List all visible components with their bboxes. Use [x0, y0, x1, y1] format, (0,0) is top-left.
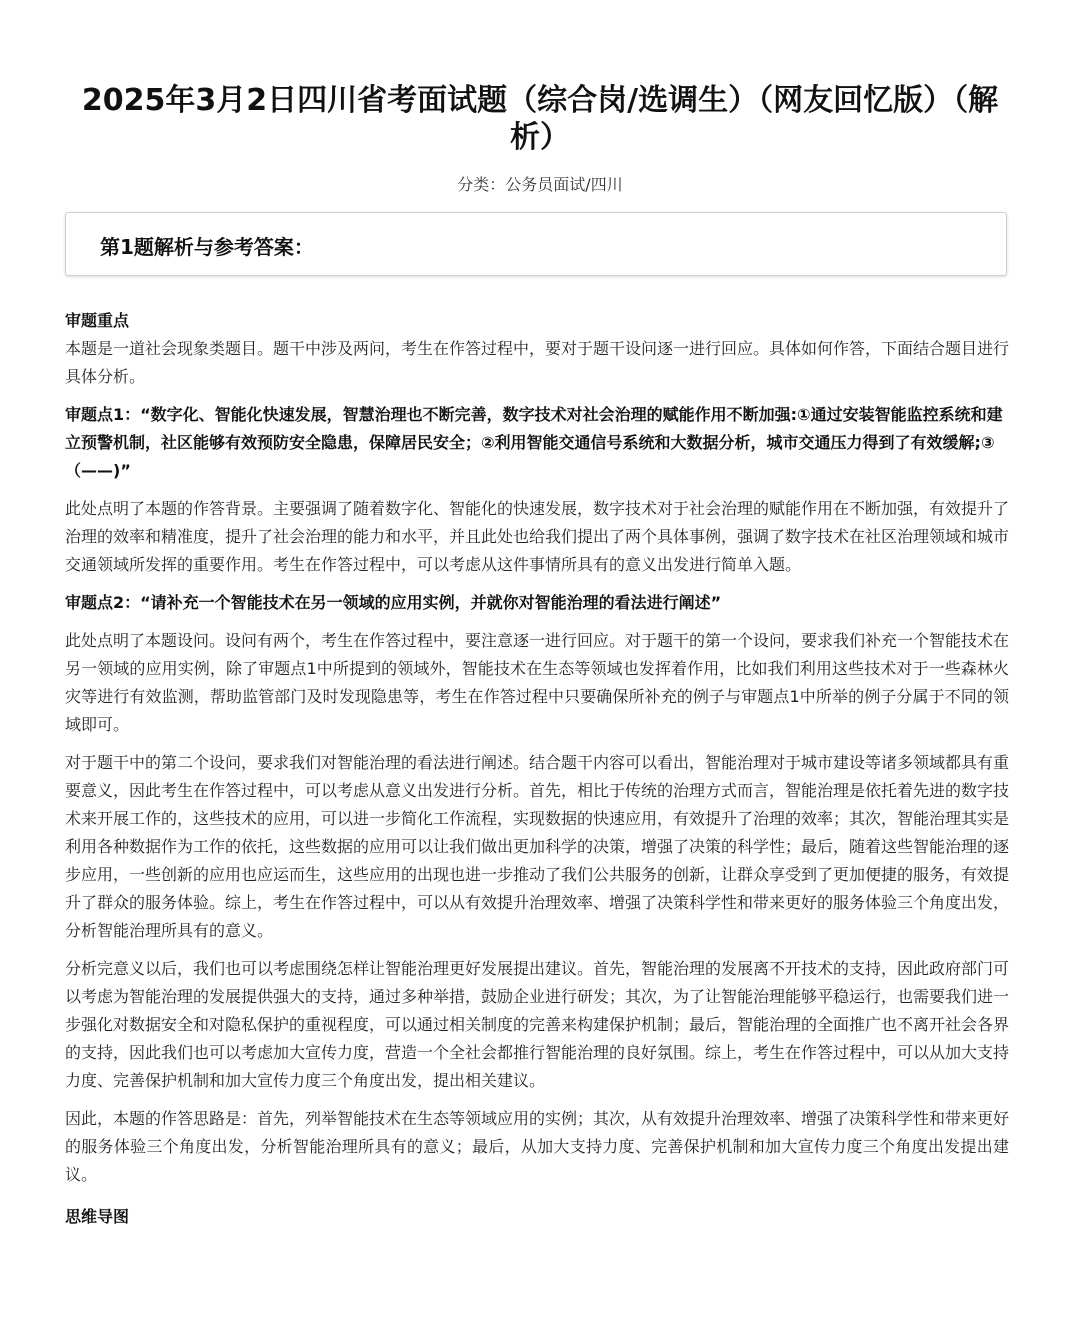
review-point-1: 审题点1：“数字化、智能化快速发展，智慧治理也不断完善，数字技术对社会治理的赋能作用不断加强:①通过安装智能监控系统和建立预警机制，社区能够有效预防安全隐患，保障居民安全；②利用智能交通信号系统和大数据分析，城市交通压力得到了有效缓解;③（——)”	[65, 405, 1003, 480]
paragraph-background: 此处点明了本题的作答背景。主要强调了随着数字化、智能化的快速发展，数字技术对于社会治理的赋能作用在不断加强，有效提升了治理的效率和精准度，提升了社会治理的能力和水平，并且此处也给我们提出了两个具体事例，强调了数字技术在社区治理领域和城市交通领域所发挥的重要作用。考生在作答过程中，可以考虑从这件事情所具有的意义出发进行简单入题。	[65, 499, 1010, 574]
article-body	[65, 307, 1009, 1231]
paragraph-answer-approach: 因此，本题的作答思路是：首先，列举智能技术在生态等领域应用的实例；其次，从有效提升治理效率、增强了决策科学性和带来更好的服务体验三个角度出发，分析智能治理所具有的意义；最后，从加大支持力度、完善保护机制和加大宣传力度三个角度出发提出建议。	[65, 1109, 1010, 1184]
heading-focus: 审题重点	[65, 311, 130, 330]
page-title: 2025年3月2日四川省考面试题（综合岗/选调生）（网友回忆版）（解析）	[81, 83, 999, 155]
heading-mindmap: 思维导图	[65, 1207, 130, 1226]
category-label: 分类：公务员面试/四川	[457, 175, 623, 194]
review-point-2: 审题点2：“请补充一个智能技术在另一领域的应用实例，并就你对智能治理的看法进行阐述”	[65, 593, 722, 612]
paragraph-question-analysis: 此处点明了本题设问。设问有两个，考生在作答过程中，要注意逐一进行回应。对于题干的第一个设问，要求我们补充一个智能技术在另一领域的应用实例，除了审题点1中所提到的领域外，智能技术在生态等领域也发挥着作用，比如我们利用这些技术对于一些森林火灾等进行有效监测，帮助监管部门及时发现隐患等，考生在作答过程中只要确保所补充的例子与审题点1中所举的例子分属于不同的领域即可。	[65, 631, 1010, 734]
question-header-box	[65, 212, 1007, 276]
paragraph-suggestions: 分析完意义以后，我们也可以考虑围绕怎样让智能治理更好发展提出建议。首先，智能治理的发展离不开技术的支持，因此政府部门可以考虑为智能治理的发展提供强大的支持，通过多种举措，鼓励企业进行研发；其次，为了让智能治理能够平稳运行，也需要我们进一步强化对数据安全和对隐私保护的重视程度，可以通过相关制度的完善来构建保护机制；最后，智能治理的全面推广也不离开社会各界的支持，因此我们也可以考虑加大宣传力度，营造一个全社会都推行智能治理的良好氛围。综上，考生在作答过程中，可以从加大支持力度、完善保护机制和加大宣传力度三个角度出发，提出相关建议。	[65, 959, 1010, 1090]
paragraph-significance: 对于题干中的第二个设问，要求我们对智能治理的看法进行阐述。结合题干内容可以看出，智能治理对于城市建设等诸多领域都具有重要意义，因此考生在作答过程中，可以考虑从意义出发进行分析。首先，相比于传统的治理方式而言，智能治理是依托着先进的数字技术来开展工作的，这些技术的应用，可以进一步简化工作流程，实现数据的快速应用，有效提升了治理的效率；其次，智能治理其实是利用各种数据作为工作的依托，这些数据的应用可以让我们做出更加科学的决策，增强了决策的科学性；最后，随着这些智能治理的逐步应用，一些创新的应用也应运而生，这些应用的出现也进一步推动了我们公共服务的创新，让群众享受到了更加便捷的服务，有效提升了群众的服务体验。综上，考生在作答过程中，可以从有效提升治理效率、增强了决策科学性和带来更好的服务体验三个角度出发，分析智能治理所具有的意义。	[65, 753, 1010, 940]
paragraph-intro: 本题是一道社会现象类题目。题干中涉及两问，考生在作答过程中，要对于题干设问逐一进行回应。具体如何作答，下面结合题目进行具体分析。	[65, 339, 1010, 386]
question-header-title: 第1题解析与参考答案：	[100, 235, 314, 259]
